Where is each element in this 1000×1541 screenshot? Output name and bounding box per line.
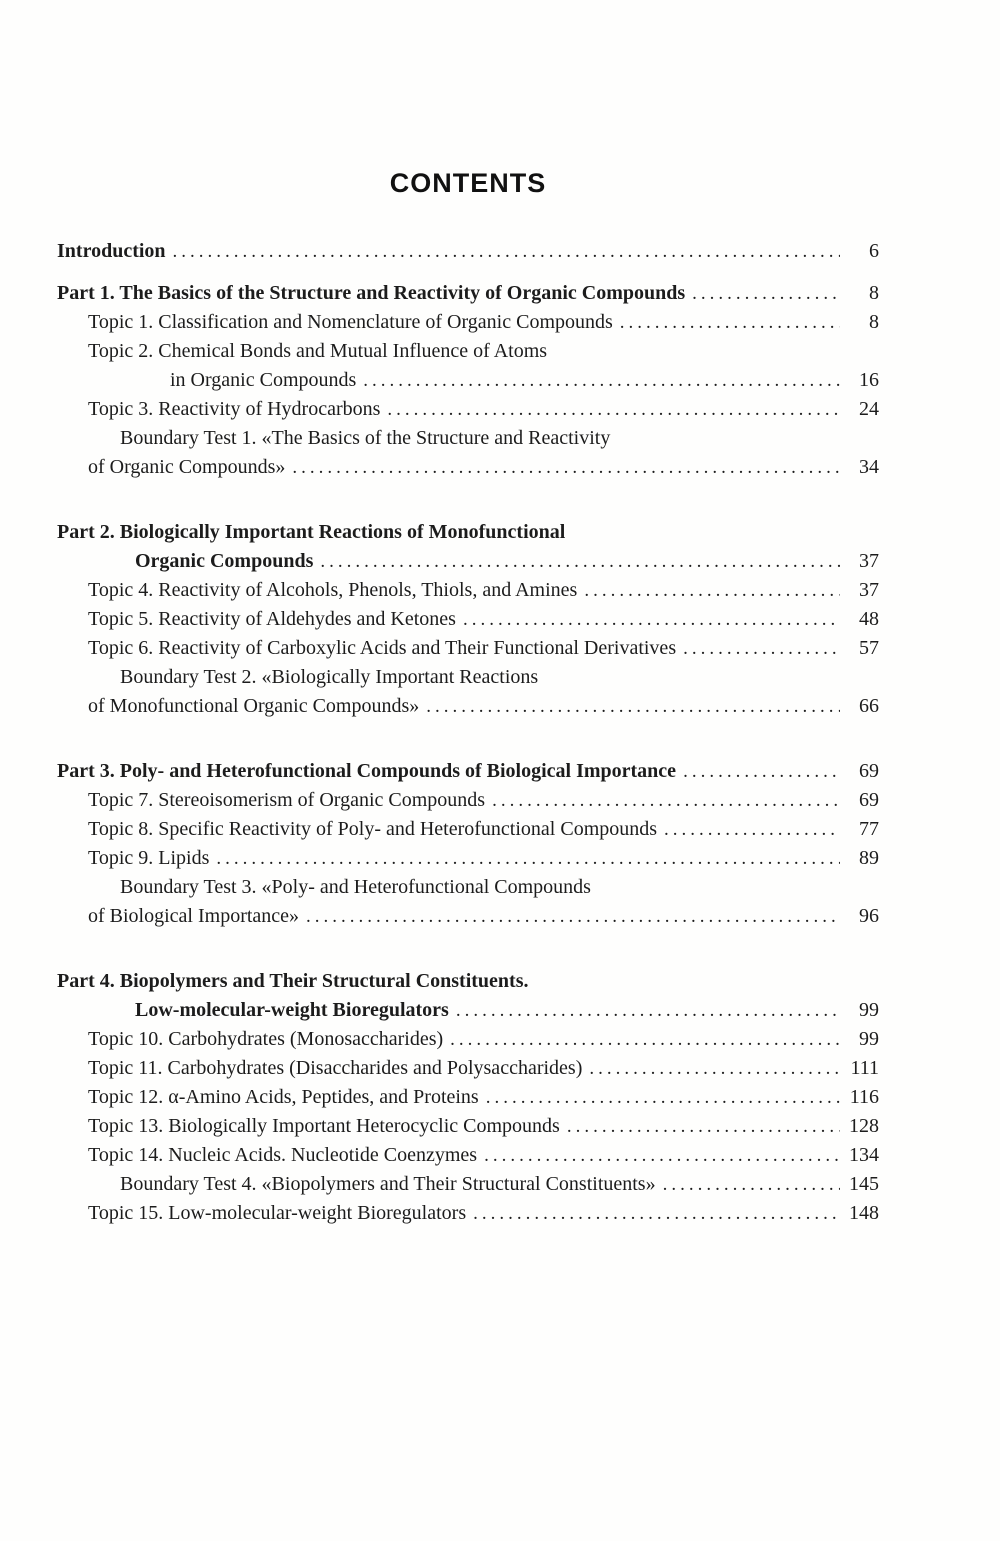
toc-entry-text: Topic 1. Classification and Nomenclature of Organic Compounds: [88, 311, 613, 333]
toc-page-number: 148: [849, 1202, 879, 1224]
dot-leader: [664, 815, 840, 844]
dot-leader: [484, 1141, 840, 1170]
toc-row-boundary-test-4: [57, 1170, 879, 1199]
toc-entry-text: of Monofunctional Organic Compounds»: [88, 695, 420, 717]
toc-page-number: 69: [859, 760, 879, 782]
toc-page-number: 6: [869, 240, 879, 262]
toc-entry-text: Topic 4. Reactivity of Alcohols, Phenols, Thiols, and Amines: [88, 579, 578, 601]
dot-leader: [450, 1025, 840, 1054]
toc-entry-text: Part 3. Poly- and Heterofunctional Compounds of Biological Importance: [57, 760, 677, 782]
toc-entry-text: Topic 5. Reactivity of Aldehydes and Ketones: [88, 608, 456, 630]
toc-entry-text: Topic 7. Stereoisomerism of Organic Compounds: [88, 789, 486, 811]
toc-page-number: 96: [859, 905, 879, 927]
toc-page-number: 57: [859, 637, 879, 659]
toc-page-number: 111: [850, 1057, 879, 1079]
toc-entry-text: Topic 14. Nucleic Acids. Nucleotide Coenzymes: [88, 1144, 478, 1166]
toc-row-topic-9: [57, 844, 879, 873]
dot-leader: [683, 634, 840, 663]
dot-leader: [473, 1199, 840, 1228]
dot-leader: [363, 366, 840, 395]
toc-entry-text: Introduction: [57, 240, 166, 262]
toc-page-number: 99: [859, 1028, 879, 1050]
toc-page-number: 134: [849, 1144, 879, 1166]
toc-entry-text: Topic 12. α-Amino Acids, Peptides, and Proteins: [88, 1086, 479, 1108]
toc-entry-text: of Biological Importance»: [88, 905, 300, 927]
dot-leader: [320, 547, 840, 576]
toc-page-number: 69: [859, 789, 879, 811]
dot-leader: [306, 902, 840, 931]
toc-entry-text: Boundary Test 2. «Biologically Important Reactions: [120, 666, 539, 688]
toc-row-topic-2-line-2: [57, 366, 879, 395]
dot-leader: [456, 996, 840, 1025]
toc-row-topic-6: [57, 634, 879, 663]
toc-row-boundary-test-1-line-2: [57, 453, 879, 482]
toc-row-topic-15: [57, 1199, 879, 1228]
toc-row-boundary-test-3-line-1: [57, 873, 879, 902]
toc-row-part-2-line-2: [57, 547, 879, 576]
toc-row-topic-14: [57, 1141, 879, 1170]
toc-row-part-1: [57, 279, 879, 308]
toc-entry-text: Part 4. Biopolymers and Their Structural Constituents.: [57, 970, 529, 992]
toc-entry-text: Part 2. Biologically Important Reactions of Monofunctional: [57, 521, 566, 543]
toc-entry-text: Topic 3. Reactivity of Hydrocarbons: [88, 398, 381, 420]
toc-page-number: 16: [859, 369, 879, 391]
toc-row-introduction: [57, 237, 879, 266]
toc-entry-text: Topic 15. Low-molecular-weight Bioregulators: [88, 1202, 467, 1224]
toc-row-topic-2-line-1: [57, 337, 879, 366]
toc-row-topic-4: [57, 576, 879, 605]
toc-page-number: 99: [859, 999, 879, 1021]
toc-row-boundary-test-1-line-1: [57, 424, 879, 453]
toc-entry-text: Low-molecular-weight Bioregulators: [135, 999, 449, 1021]
toc-row-topic-7: [57, 786, 879, 815]
toc-row-topic-13: [57, 1112, 879, 1141]
toc-page-number: 77: [859, 818, 879, 840]
page-title: CONTENTS: [389, 168, 547, 198]
toc-row-topic-11: [57, 1054, 879, 1083]
toc-entry-text: Topic 6. Reactivity of Carboxylic Acids and Their Functional Derivatives: [88, 637, 677, 659]
dot-leader: [683, 757, 840, 786]
dot-leader: [387, 395, 840, 424]
toc-row-topic-3: [57, 395, 879, 424]
toc-entry-text: Topic 13. Biologically Important Heterocyclic Compounds: [88, 1115, 560, 1137]
toc-page-number: 89: [859, 847, 879, 869]
toc-row-boundary-test-2-line-2: [57, 692, 879, 721]
toc-entry-text: Topic 9. Lipids: [88, 847, 210, 869]
toc-page-number: 116: [849, 1086, 879, 1108]
table-of-contents: [57, 168, 879, 1228]
toc-entry-text: of Organic Compounds»: [88, 456, 286, 478]
toc-row-topic-8: [57, 815, 879, 844]
dot-leader: [492, 786, 840, 815]
toc-page-number: 66: [859, 695, 879, 717]
toc-row-topic-10: [57, 1025, 879, 1054]
dot-leader: [486, 1083, 840, 1112]
dot-leader: [584, 576, 840, 605]
toc-page-number: 48: [859, 608, 879, 630]
toc-entry-text: Topic 2. Chemical Bonds and Mutual Influence of Atoms: [88, 340, 548, 362]
dot-leader: [692, 279, 840, 308]
dot-leader: [292, 453, 840, 482]
toc-page-number: 24: [859, 398, 879, 420]
toc-row-topic-5: [57, 605, 879, 634]
toc-entry-text: Topic 11. Carbohydrates (Disaccharides and Polysaccharides): [88, 1057, 583, 1079]
toc-row-part-4-line-2: [57, 996, 879, 1025]
toc-entry-text: Boundary Test 1. «The Basics of the Structure and Reactivity: [120, 427, 611, 449]
dot-leader: [663, 1170, 840, 1199]
toc-entry-text: Boundary Test 4. «Biopolymers and Their Structural Constituents»: [120, 1173, 656, 1195]
toc-page-number: 34: [859, 456, 879, 478]
toc-entry-text: Organic Compounds: [135, 550, 314, 572]
dot-leader: [463, 605, 840, 634]
toc-entry-text: Topic 10. Carbohydrates (Monosaccharides): [88, 1028, 444, 1050]
toc-page-number: 128: [849, 1115, 879, 1137]
toc-row-part-3: [57, 757, 879, 786]
toc-entry-text: Boundary Test 3. «Poly- and Heterofunctional Compounds: [120, 876, 591, 898]
toc-row-part-2-line-1: [57, 518, 879, 547]
dot-leader: [589, 1054, 840, 1083]
toc-page-number: 37: [859, 550, 879, 572]
toc-row-part-4-line-1: [57, 967, 879, 996]
dot-leader: [426, 692, 840, 721]
toc-entry-text: Topic 8. Specific Reactivity of Poly- and Heterofunctional Compounds: [88, 818, 658, 840]
dot-leader: [173, 237, 840, 266]
toc-entry-text: Part 1. The Basics of the Structure and Reactivity of Organic Compounds: [57, 282, 686, 304]
toc-row-topic-1: [57, 308, 879, 337]
dot-leader: [620, 308, 840, 337]
toc-row-boundary-test-3-line-2: [57, 902, 879, 931]
toc-page-number: 37: [859, 579, 879, 601]
toc-entry-text: in Organic Compounds: [170, 369, 357, 391]
toc-page-number: 8: [869, 311, 879, 333]
toc-page-number: 8: [869, 282, 879, 304]
dot-leader: [567, 1112, 840, 1141]
toc-row-topic-12: [57, 1083, 879, 1112]
toc-row-boundary-test-2-line-1: [57, 663, 879, 692]
dot-leader: [216, 844, 840, 873]
toc-page-number: 145: [849, 1173, 879, 1195]
